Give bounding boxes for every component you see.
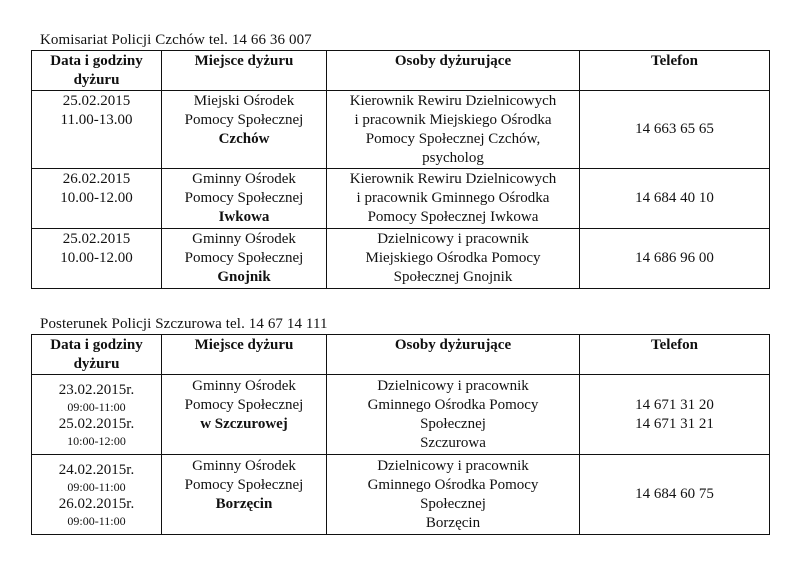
persons-line: Borzęcin [425, 514, 481, 531]
duty-table-czchow [31, 50, 770, 289]
phone: 14 671 31 21 [635, 415, 714, 432]
place-town: w Szczurowej [200, 415, 288, 432]
place-line: Pomocy Społecznej [184, 396, 304, 413]
header-place: Miejsce dyżuru [162, 51, 327, 91]
place-town: Czchów [218, 130, 270, 147]
table-row [32, 169, 770, 229]
hours: 09:00-11:00 [67, 513, 126, 528]
place-line: Pomocy Społecznej [184, 190, 304, 206]
hours: 10.00-12.00 [60, 190, 133, 206]
hours: 11.00-13.00 [60, 111, 133, 128]
date-cell [32, 455, 162, 535]
persons-line: Kierownik Rewiru Dzielnicowych [349, 171, 557, 187]
hours: 09:00-11:00 [67, 479, 126, 494]
hours: 10:00-12:00 [67, 433, 126, 448]
place-cell [162, 455, 327, 535]
place-line: Pomocy Społecznej [184, 476, 304, 493]
date-cell [32, 91, 162, 169]
place-cell [162, 229, 327, 289]
persons-cell [327, 91, 580, 169]
phone-cell: 14 663 65 65 [580, 91, 770, 169]
phone-cell: 14 684 60 75 [580, 455, 770, 535]
date: 26.02.2015 [62, 171, 131, 187]
place-cell [162, 169, 327, 229]
section2-caption: Posterunek Policji Szczurowa tel. 14 67 14 111 [40, 316, 328, 332]
place-line: Gminny Ośrodek [192, 457, 296, 474]
header-persons: Osoby dyżurujące [327, 335, 580, 375]
persons-line: Dzielnicowy i pracownik [377, 377, 529, 394]
persons-line: Społecznej [420, 495, 486, 512]
date-cell [32, 375, 162, 455]
header-phone: Telefon [580, 335, 770, 375]
header-persons: Osoby dyżurujące [327, 51, 580, 91]
place-line: Miejski Ośrodek [193, 92, 295, 109]
header-date: Data i godziny dyżuru [32, 51, 162, 91]
place-town: Iwkowa [218, 209, 270, 225]
place-line: Gminny Ośrodek [192, 377, 296, 394]
place-line: Gminny Ośrodek [192, 231, 296, 247]
place-line: Gminny Ośrodek [192, 171, 296, 187]
persons-line: Dzielnicowy i pracownik [377, 231, 529, 247]
persons-line: Pomocy Społecznej Czchów, [365, 130, 541, 147]
date: 25.02.2015 [62, 92, 131, 109]
persons-line: Szczurowa [420, 434, 486, 451]
place-town: Gnojnik [217, 269, 271, 285]
table-header-row [32, 335, 770, 375]
hours: 09:00-11:00 [67, 399, 126, 414]
table-row [32, 455, 770, 535]
phone-cell: 14 686 96 00 [580, 229, 770, 289]
persons-line: Kierownik Rewiru Dzielnicowych [349, 92, 557, 109]
place-cell [162, 91, 327, 169]
persons-line: Dzielnicowy i pracownik [377, 457, 529, 474]
persons-line: Miejskiego Ośrodka Pomocy [365, 250, 541, 266]
persons-cell [327, 169, 580, 229]
table-row [32, 229, 770, 289]
persons-line: Pomocy Społecznej Iwkowa [367, 209, 539, 225]
place-cell [162, 375, 327, 455]
persons-line: i pracownik Gminnego Ośrodka [356, 190, 550, 206]
persons-cell [327, 455, 580, 535]
date-cell [32, 229, 162, 289]
hours: 10.00-12.00 [60, 250, 133, 266]
table-row [32, 91, 770, 169]
table-row [32, 375, 770, 455]
phone-cell [580, 375, 770, 455]
place-line: Pomocy Społecznej [184, 111, 304, 128]
persons-line: psycholog [422, 149, 484, 166]
persons-cell [327, 375, 580, 455]
persons-line: Gminnego Ośrodka Pomocy [367, 396, 539, 413]
persons-line: Gminnego Ośrodka Pomocy [367, 476, 539, 493]
phone: 14 671 31 20 [635, 396, 714, 413]
header-date: Data i godziny dyżuru [32, 335, 162, 375]
table-header-row [32, 51, 770, 91]
persons-line: i pracownik Miejskiego Ośrodka [354, 111, 552, 128]
phone-cell: 14 684 40 10 [580, 169, 770, 229]
date: 25.02.2015 [62, 231, 131, 247]
header-phone: Telefon [580, 51, 770, 91]
duty-table-szczurowa [31, 334, 770, 535]
place-line: Pomocy Społecznej [184, 250, 304, 266]
persons-cell [327, 229, 580, 289]
date: 24.02.2015r. [58, 461, 135, 478]
persons-line: Społecznej Gnojnik [393, 269, 513, 285]
date: 25.02.2015r. [58, 415, 135, 432]
date-cell [32, 169, 162, 229]
section1-caption: Komisariat Policji Czchów tel. 14 66 36 007 [40, 32, 312, 48]
date: 26.02.2015r. [58, 495, 135, 512]
date: 23.02.2015r. [58, 381, 135, 398]
header-place: Miejsce dyżuru [162, 335, 327, 375]
place-town: Borzęcin [215, 495, 273, 512]
persons-line: Społecznej [420, 415, 486, 432]
